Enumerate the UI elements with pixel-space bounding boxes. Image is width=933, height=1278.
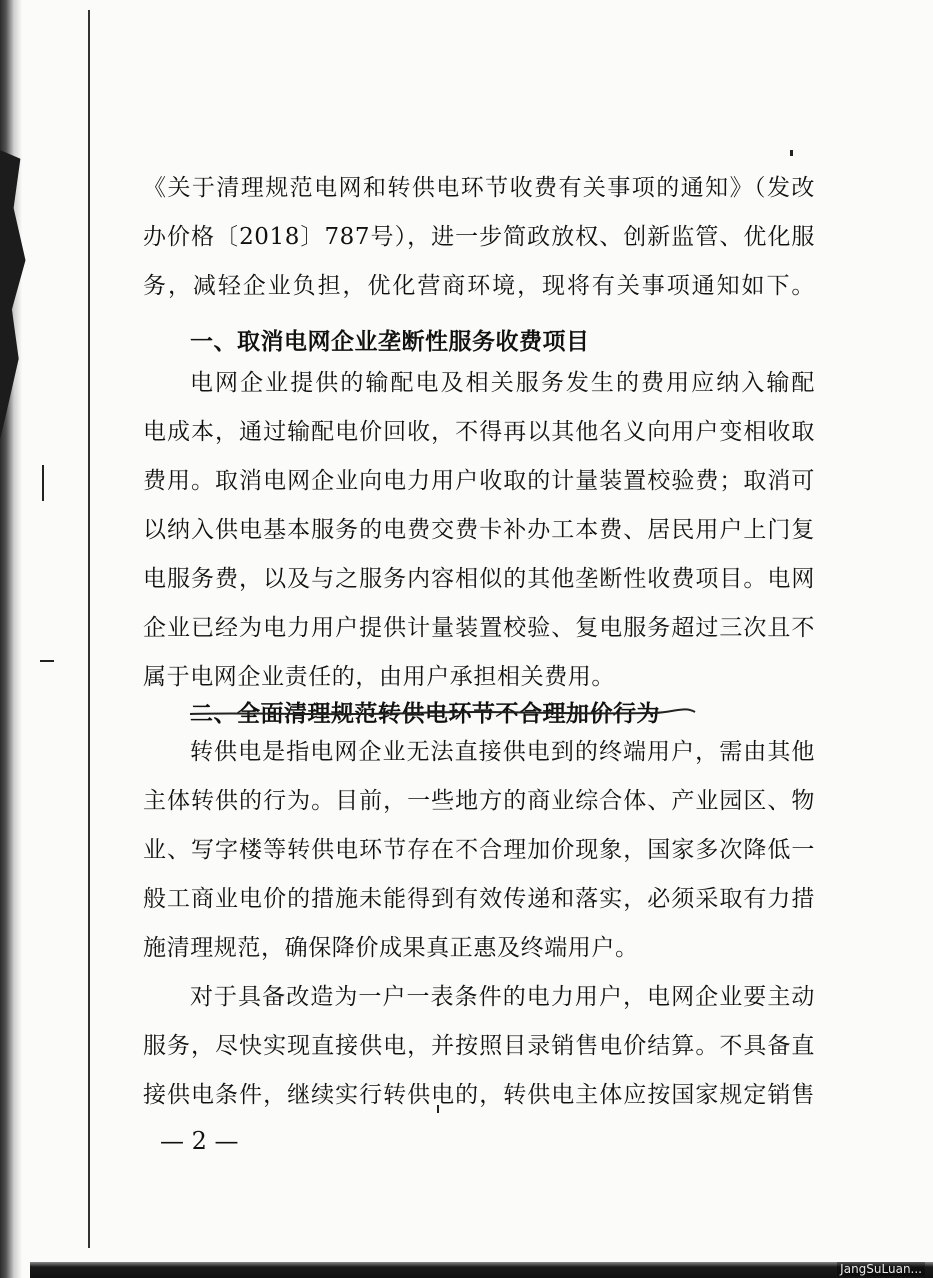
- para2-line-4: 般工商业电价的措施未能得到有效传递和落实，必须采取有力措: [143, 886, 815, 912]
- scan-mark: [42, 465, 44, 501]
- section-heading-1: 一、取消电网企业垄断性服务收费项目: [190, 329, 590, 355]
- para2-line-2: 主体转供的行为。目前，一些地方的商业综合体、产业园区、物: [143, 788, 815, 814]
- para1-line-4: 以纳入供电基本服务的电费交费卡补办工本费、居民用户上门复: [143, 517, 815, 543]
- intro-line-2: 办价格〔2018〕787号），进一步简政放权、创新监管、优化服: [143, 224, 815, 250]
- scan-mark: [40, 660, 54, 662]
- para1-line-5: 电服务费，以及与之服务内容相似的其他垄断性收费项目。电网: [143, 566, 815, 592]
- intro-line-1: 《关于清理规范电网和转供电环节收费有关事项的通知》（发改: [143, 175, 815, 201]
- scan-dot: [790, 150, 793, 156]
- para1-line-7: 属于电网企业责任的，由用户承担相关费用。: [143, 664, 615, 690]
- binding-line: [88, 10, 90, 1248]
- para2-line-1: 转供电是指电网企业无法直接供电到的终端用户，需由其他: [190, 739, 815, 765]
- para3-line-2: 服务，尽快实现直接供电，并按照目录销售电价结算。不具备直: [143, 1033, 815, 1059]
- para2-line-5: 施清理规范，确保降价成果真正惠及终端用户。: [143, 935, 639, 961]
- page-number: — 2 —: [160, 1127, 239, 1155]
- para1-line-6: 企业已经为电力用户提供计量装置校验、复电服务超过三次且不: [143, 615, 815, 641]
- intro-line-3: 务，减轻企业负担，优化营商环境，现将有关事项通知如下。: [143, 273, 815, 299]
- watermark-text: JangSuLuan...: [837, 1262, 925, 1276]
- handwritten-underline: [185, 682, 705, 722]
- section-heading-2: 二、全面清理规范转供电环节不合理加价行为: [190, 701, 660, 727]
- scan-bottom-shadow: [30, 1262, 933, 1278]
- para2-line-3: 业、写字楼等转供电环节存在不合理加价现象，国家多次降低一: [143, 837, 815, 863]
- para1-line-1: 电网企业提供的输配电及相关服务发生的费用应纳入输配: [190, 370, 815, 396]
- para1-line-3: 费用。取消电网企业向电力用户收取的计量装置校验费；取消可: [143, 468, 815, 494]
- para1-line-2: 电成本，通过输配电价回收，不得再以其他名义向用户变相收取: [143, 419, 815, 445]
- para3-line-1: 对于具备改造为一户一表条件的电力用户，电网企业要主动: [190, 984, 815, 1010]
- para3-line-3: 接供电条件，继续实行转供电的，转供电主体应按国家规定销售: [143, 1082, 815, 1108]
